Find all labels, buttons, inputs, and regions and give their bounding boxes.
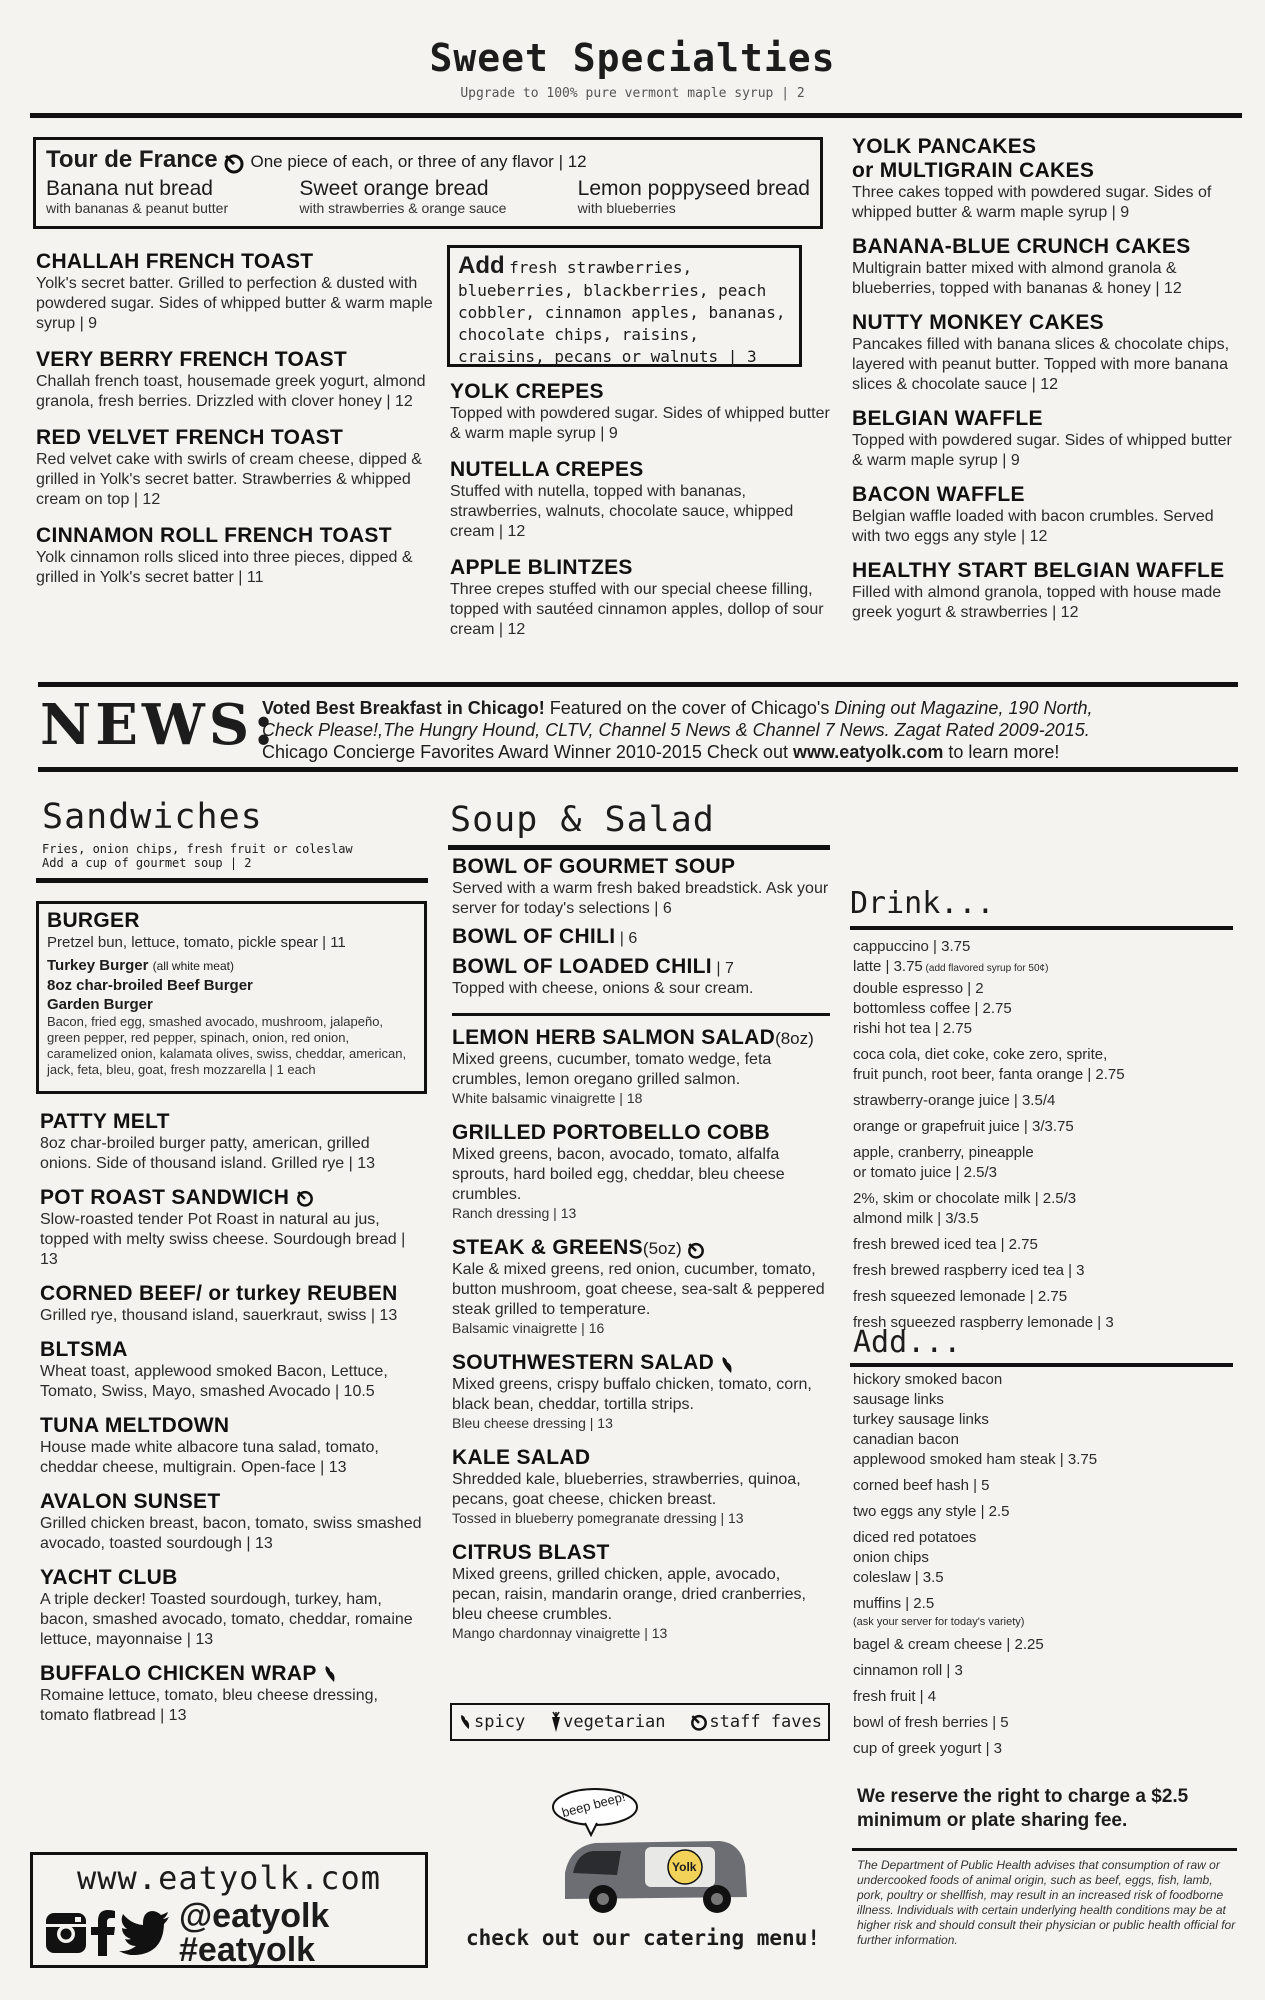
item-name: YOLK CREPES (450, 380, 604, 403)
item-name: CITRUS BLAST (452, 1541, 610, 1564)
item-desc: Stuffed with nutella, topped with bananas, strawberries, walnuts, chocolate sauce, whipped cream | 12 (450, 483, 794, 540)
chili-pepper-icon (458, 1712, 474, 1732)
news-text-3: Chicago Concierge Favorites Award Winner 2010-2015 Check out (262, 742, 793, 762)
add-item (853, 1635, 1233, 1655)
tour-de-france-box (33, 137, 823, 229)
item-dressing: Tossed in blueberry pomegranate dressing | 13 (452, 1510, 744, 1526)
add-item (853, 1687, 1233, 1707)
item-desc: Multigrain batter mixed with almond granola & blueberries, topped with bananas & honey | 12 (852, 260, 1182, 297)
tour-flavor-sub: with strawberries & orange sauce (299, 200, 507, 216)
add-fresh-box (447, 245, 802, 367)
news-text-2: Check Please!,The Hungry Hound, CLTV, Channel 5 News & Channel 7 News. Zagat Rated 2009-2015. (262, 720, 1090, 740)
item-dressing: Bleu cheese dressing | 13 (452, 1415, 613, 1431)
add-item-text: muffins | 2.5 (853, 1595, 935, 1612)
sandwiches-column (40, 1110, 425, 1738)
drink-item-text: rishi hot tea | 2.75 (853, 1020, 972, 1037)
menu-item (40, 1490, 425, 1554)
tour-flavor-name: Sweet orange bread (299, 177, 489, 200)
drink-item-text: coca cola, diet coke, coke zero, sprite, (853, 1046, 1108, 1063)
news-text (262, 697, 1237, 763)
menu-item (40, 1662, 425, 1726)
social-box (30, 1852, 428, 1968)
item-name: TUNA MELTDOWN (40, 1414, 230, 1437)
sandwiches-rule (36, 878, 428, 883)
top-rule (30, 113, 1242, 118)
legend-spicy (458, 1712, 525, 1732)
drink-rule (850, 926, 1233, 930)
add-item-text: onion chips (853, 1549, 929, 1566)
pancakes-column (852, 135, 1237, 635)
drink-item-text: or tomato juice | 2.5/3 (853, 1164, 997, 1181)
drink-item (853, 1189, 1233, 1209)
add-item (853, 1661, 1233, 1681)
drink-item (853, 1091, 1233, 1111)
item-name: PATTY MELT (40, 1110, 170, 1133)
item-name-text: BOWL OF LOADED CHILI (452, 955, 712, 978)
tour-flavor (299, 178, 506, 217)
drink-item (853, 1163, 1233, 1183)
item-name-line2: or MULTIGRAIN CAKES (852, 159, 1095, 182)
drink-item-text: fresh brewed iced tea | 2.75 (853, 1236, 1038, 1253)
item-name-text: SOUTHWESTERN SALAD (452, 1351, 715, 1374)
news-line-3 (262, 741, 1237, 763)
add-fresh-lead: Add (458, 252, 505, 279)
news-headline: Voted Best Breakfast in Chicago! (262, 698, 545, 718)
burger-name: BURGER (47, 909, 140, 932)
drink-item-text: 2%, skim or chocolate milk | 2.5/3 (853, 1190, 1077, 1207)
item-name: BANANA-BLUE CRUNCH CAKES (852, 235, 1191, 258)
drink-item-text: fresh squeezed raspberry lemonade | 3 (853, 1314, 1114, 1331)
add-item-text: hickory smoked bacon (853, 1371, 1003, 1388)
item-desc: Mixed greens, cucumber, tomato wedge, feta crumbles, lemon oregano grilled salmon. (452, 1051, 772, 1088)
add-title: Add... (853, 1325, 962, 1360)
menu-item (852, 311, 1237, 395)
legend-staff-faves (689, 1712, 822, 1732)
news-text-3b: to learn more! (943, 742, 1060, 762)
item-name (452, 955, 832, 979)
add-item (853, 1614, 1233, 1629)
burger-desc: Pretzel bun, lettuce, tomato, pickle spear | 11 (47, 934, 346, 951)
item-desc: Topped with cheese, onions & sour cream. (452, 980, 754, 997)
add-item (853, 1476, 1233, 1496)
sandwiches-title: Sandwiches (42, 797, 263, 837)
item-dressing: Balsamic vinaigrette | 16 (452, 1320, 605, 1336)
drink-item (853, 1287, 1233, 1307)
legend-vegetarian-label: vegetarian (563, 1712, 666, 1732)
menu-item (40, 1566, 425, 1650)
chili-pepper-icon (322, 1664, 340, 1684)
drink-item-text: bottomless coffee | 2.75 (853, 1000, 1012, 1017)
tour-desc: One piece of each, or three of any flavor | 12 (250, 152, 587, 171)
item-price: | 6 (615, 930, 638, 947)
add-item-text: bowl of fresh berries | 5 (853, 1714, 1009, 1731)
add-item (853, 1502, 1233, 1522)
menu-item (452, 1121, 832, 1222)
add-item-text: corned beef hash | 5 (853, 1477, 990, 1494)
carrot-icon (549, 1711, 563, 1733)
crepes-column (450, 380, 830, 654)
add-item-text: coleslaw | 3.5 (853, 1569, 944, 1586)
menu-item (36, 348, 436, 412)
item-portion: (8oz) (775, 1029, 814, 1048)
drink-item-text: almond milk | 3/3.5 (853, 1210, 979, 1227)
french-toast-column (36, 250, 436, 602)
item-dressing: White balsamic vinaigrette | 18 (452, 1090, 643, 1106)
item-desc: Pancakes filled with banana slices & chocolate chips, layered with peanut butter. Topped with more banana slices & chocolate sauce | 12 (852, 336, 1230, 393)
item-name: CINNAMON ROLL FRENCH TOAST (36, 524, 392, 547)
drink-item-text: strawberry-orange juice | 3.5/4 (853, 1092, 1056, 1109)
staff-fave-icon (689, 1712, 709, 1732)
add-item (853, 1370, 1233, 1390)
add-item (853, 1528, 1233, 1548)
item-name: NUTTY MONKEY CAKES (852, 311, 1104, 334)
item-name: KALE SALAD (452, 1446, 591, 1469)
reserve-notice: We reserve the right to charge a $2.5 minimum or plate sharing fee. (857, 1786, 1189, 1831)
item-desc: 8oz char-broiled burger patty, american, grilled onions. Side of thousand island. Grilled rye | 13 (40, 1135, 376, 1172)
soup-salad-rule (448, 845, 830, 850)
item-name (40, 1662, 425, 1686)
add-rule (850, 1363, 1233, 1367)
menu-item (852, 235, 1237, 299)
drink-item (853, 1143, 1233, 1163)
add-item (853, 1713, 1233, 1733)
item-name: BLTSMA (40, 1338, 128, 1361)
item-desc: Grilled chicken breast, bacon, tomato, swiss smashed avocado, toasted sourdough | 13 (40, 1515, 422, 1552)
add-item-text: (ask your server for today's variety) (853, 1616, 1025, 1628)
social-hashtag: #eatyolk (179, 1931, 316, 1969)
item-desc: Red velvet cake with swirls of cream cheese, dipped & grilled in Yolk's secret batter. Strawberries & whipped cream on top | 12 (36, 451, 422, 508)
add-item (853, 1739, 1233, 1759)
item-name (452, 925, 832, 949)
drink-item-text: cappuccino | 3.75 (853, 938, 971, 955)
news-line-2 (262, 719, 1237, 741)
add-item (853, 1450, 1233, 1470)
item-desc: Three crepes stuffed with our special cheese filling, topped with sautéed cinnamon apples, dollop of sour cream | 12 (450, 581, 824, 638)
drink-item (853, 1065, 1233, 1085)
menu-item (36, 250, 436, 334)
catering-truck-illustration (525, 1785, 770, 1920)
menu-item (452, 925, 832, 949)
instagram-icon[interactable] (43, 1910, 89, 1956)
item-name: NUTELLA CREPES (450, 458, 644, 481)
menu-item (452, 1026, 832, 1107)
news-bottom-rule (38, 767, 1238, 772)
item-desc: House made white albacore tuna salad, tomato, cheddar cheese, multigrain. Open-face | 13 (40, 1439, 379, 1476)
staff-fave-icon (686, 1240, 706, 1260)
drink-item-text: double espresso | 2 (853, 980, 984, 997)
menu-item (852, 407, 1237, 471)
drink-item-text: fruit punch, root beer, fanta orange | 2.75 (853, 1066, 1125, 1083)
item-desc: Mixed greens, grilled chicken, apple, avocado, pecan, raisin, mandarin orange, dried cranberries, bleu cheese crumbles. (452, 1566, 806, 1623)
drink-item-note: (add flavored syrup for 50¢) (922, 963, 1049, 974)
item-dressing: Mango chardonnay vinaigrette | 13 (452, 1625, 668, 1641)
icon-legend (450, 1703, 830, 1741)
legend-spicy-label: spicy (474, 1712, 526, 1732)
burger-option-name: Turkey Burger (47, 957, 149, 974)
burger-option-note: (all white meat) (152, 959, 234, 973)
item-name: RED VELVET FRENCH TOAST (36, 426, 344, 449)
menu-item (452, 1236, 832, 1337)
add-item (853, 1430, 1233, 1450)
item-name-text: BOWL OF CHILI (452, 925, 616, 948)
social-handle: @eatyolk (179, 1897, 330, 1935)
add-item-text: canadian bacon (853, 1431, 959, 1448)
page-subtitle: Upgrade to 100% pure vermont maple syrup | 2 (460, 86, 805, 101)
item-name (452, 1026, 832, 1050)
menu-item (852, 135, 1237, 223)
item-desc: Challah french toast, housemade greek yogurt, almond granola, fresh berries. Drizzled with clover honey | 12 (36, 373, 426, 410)
page-title: Sweet Specialties (429, 36, 836, 80)
add-item (853, 1548, 1233, 1568)
item-desc: Kale & mixed greens, red onion, cucumber, tomato, button mushroom, goat cheese, sea-salt & peppered steak grilled to temperature. (452, 1261, 825, 1318)
item-name-text: LEMON HERB SALMON SALAD (452, 1026, 776, 1049)
item-desc: Topped with powdered sugar. Sides of whipped butter & warm maple syrup | 9 (852, 432, 1232, 469)
item-name: GRILLED PORTOBELLO COBB (452, 1121, 771, 1144)
staff-fave-icon (295, 1188, 315, 1208)
item-name (452, 1351, 832, 1375)
item-name: AVALON SUNSET (40, 1490, 221, 1513)
website-url[interactable]: www.eatyolk.com (77, 1859, 381, 1897)
facebook-icon[interactable] (89, 1908, 119, 1958)
menu-item (40, 1414, 425, 1478)
menu-item (40, 1186, 425, 1270)
item-name: VERY BERRY FRENCH TOAST (36, 348, 348, 371)
legend-vegetarian (549, 1711, 665, 1733)
staff-fave-icon (222, 152, 246, 174)
tour-flavor (578, 178, 810, 217)
item-name (40, 1186, 425, 1210)
item-name: YACHT CLUB (40, 1566, 178, 1589)
drink-item-text: fresh squeezed lemonade | 2.75 (853, 1288, 1068, 1305)
tour-flavor-sub: with blueberries (577, 200, 676, 216)
add-item (853, 1594, 1233, 1614)
menu-item (40, 1110, 425, 1174)
add-item-text: applewood smoked ham steak | 3.75 (853, 1451, 1098, 1468)
item-desc: Mixed greens, crispy buffalo chicken, tomato, corn, black bean, cheddar, tortilla strips. (452, 1376, 812, 1413)
item-dressing: Ranch dressing | 13 (452, 1205, 577, 1221)
news-line-1 (262, 697, 1237, 719)
item-name: BOWL OF GOURMET SOUP (452, 855, 736, 878)
add-item-text: sausage links (853, 1391, 944, 1408)
news-top-rule (38, 682, 1238, 687)
add-item-text: cinnamon roll | 3 (853, 1662, 963, 1679)
tour-title: Tour de France (46, 146, 218, 173)
health-advisory: The Department of Public Health advises that consumption of raw or undercooked foods of animal origin, such as beef, eggs, fish, lamb, pork, poultry or shellfish, may result in an increased risk of foodborne illness. Individuals with certain underlying health conditions may be at higher risk and should consult their physician or public health official for further information. (857, 1858, 1236, 1947)
news-text-1: Featured on the cover of Chicago's (544, 698, 835, 718)
burger-option: 8oz char-broiled Beef Burger (47, 977, 253, 994)
drink-item (853, 957, 1233, 979)
news-label: NEWS: (40, 692, 278, 758)
menu-item (36, 524, 436, 588)
item-desc: Romaine lettuce, tomato, bleu cheese dressing, tomato flatbread | 13 (40, 1687, 378, 1724)
drink-item (853, 999, 1233, 1019)
item-desc: Belgian waffle loaded with bacon crumbles. Served with two eggs any style | 12 (852, 508, 1214, 545)
drink-title: Drink... (850, 886, 995, 921)
menu-item (40, 1282, 425, 1326)
add-item-text: cup of greek yogurt | 3 (853, 1740, 1002, 1757)
add-item-text: two eggs any style | 2.5 (853, 1503, 1010, 1520)
item-name: CHALLAH FRENCH TOAST (36, 250, 314, 273)
item-desc: A triple decker! Toasted sourdough, turkey, ham, bacon, smashed avocado, tomato, cheddar, romaine lettuce, mayonnaise | 13 (40, 1591, 413, 1648)
menu-item (452, 1446, 832, 1527)
drink-item-text: latte | 3.75 (853, 958, 923, 975)
add-item-text: fresh fruit | 4 (853, 1688, 937, 1705)
menu-item (852, 483, 1237, 547)
chili-pepper-icon (719, 1355, 737, 1375)
menu-item (852, 559, 1237, 623)
drink-item (853, 1117, 1233, 1137)
tour-flavor-sub: with bananas & peanut butter (46, 200, 229, 216)
menu-item (450, 556, 830, 640)
catering-link[interactable]: check out our catering menu! (465, 1926, 820, 1950)
tour-flavor-name: Lemon poppyseed bread (577, 177, 810, 200)
drink-list (853, 937, 1233, 1333)
burger-option: Garden Burger (47, 996, 153, 1013)
item-desc: Slow-roasted tender Pot Roast in natural au jus, topped with melty swiss cheese. Sourdough bread | 13 (40, 1211, 406, 1268)
drink-item (853, 937, 1233, 957)
news-link[interactable]: www.eatyolk.com (792, 742, 944, 762)
item-name (452, 1236, 832, 1260)
soup-divider (452, 1013, 830, 1016)
add-item (853, 1568, 1233, 1588)
item-desc: Three cakes topped with powdered sugar. Sides of whipped butter & warm maple syrup | 9 (852, 184, 1212, 221)
burger-option (47, 956, 416, 976)
tour-flavor-name: Banana nut bread (46, 177, 213, 200)
item-name: BACON WAFFLE (852, 483, 1025, 506)
soup-salad-column (452, 855, 832, 1656)
drink-item-text: apple, cranberry, pineapple (853, 1144, 1034, 1161)
add-list (853, 1370, 1233, 1759)
sandwiches-sub-1: Fries, onion chips, fresh fruit or coleslaw (42, 842, 353, 856)
item-name-text: BUFFALO CHICKEN WRAP (40, 1662, 317, 1685)
legend-staff-faves-label: staff faves (709, 1712, 822, 1732)
burger-box (36, 901, 427, 1094)
menu-item (452, 1541, 832, 1642)
item-desc: Wheat toast, applewood smoked Bacon, Lettuce, Tomato, Swiss, Mayo, smashed Avocado | 10.5 (40, 1363, 388, 1400)
drink-item (853, 1235, 1233, 1255)
drink-item (853, 979, 1233, 999)
add-item (853, 1410, 1233, 1430)
truck-bubble-text: beep beep! (560, 1788, 627, 1821)
item-name: APPLE BLINTZES (450, 556, 633, 579)
twitter-icon[interactable] (119, 1911, 171, 1955)
drink-item (853, 1019, 1233, 1039)
item-name: HEALTHY START BELGIAN WAFFLE (852, 559, 1225, 582)
item-desc: Shredded kale, blueberries, strawberries, quinoa, pecans, goat cheese, chicken breast. (452, 1471, 801, 1508)
item-name: YOLK PANCAKES (852, 135, 1037, 158)
item-desc: Yolk cinnamon rolls sliced into three pieces, dipped & grilled in Yolk's secret batter | 11 (36, 549, 413, 586)
menu-item (452, 855, 832, 919)
add-item-text: diced red potatoes (853, 1529, 977, 1546)
truck-logo-text: Yolk (672, 1860, 697, 1874)
item-desc: Mixed greens, bacon, avocado, tomato, alfalfa sprouts, hard boiled egg, cheddar, bleu cheese crumbles. (452, 1146, 785, 1203)
add-item-text: bagel & cream cheese | 2.25 (853, 1636, 1044, 1653)
soup-salad-title: Soup & Salad (450, 800, 715, 840)
item-price: | 7 (711, 960, 734, 977)
add-item (853, 1390, 1233, 1410)
item-desc: Served with a warm fresh baked breadstick. Ask your server for today's selections | 6 (452, 880, 829, 917)
menu-item (452, 955, 832, 999)
drink-item-text: orange or grapefruit juice | 3/3.75 (853, 1118, 1074, 1135)
item-desc: Filled with almond granola, topped with house made greek yogurt & strawberries | 12 (852, 584, 1222, 621)
tour-flavor (46, 178, 228, 217)
item-desc: Topped with powdered sugar. Sides of whipped butter & warm maple syrup | 9 (450, 405, 830, 442)
menu-item (40, 1338, 425, 1402)
menu-item (450, 458, 830, 542)
burger-toppings: Bacon, fried egg, smashed avocado, mushroom, jalapeño, green pepper, red pepper, spinach, onion, red onion, caramelized onion, kalamata olives, swiss, cheddar, american, jack, feta, bleu, goat, fresh mozzarella | 1 each (47, 1014, 407, 1077)
add-item-text: turkey sausage links (853, 1411, 989, 1428)
drink-item-text: fresh brewed raspberry iced tea | 3 (853, 1262, 1085, 1279)
sandwiches-sub-2: Add a cup of gourmet soup | 2 (42, 856, 252, 870)
menu-item (452, 1351, 832, 1432)
add-fresh-text: fresh strawberries, blueberries, blackberries, peach cobbler, cinnamon apples, bananas, chocolate chips, raisins, craisins, pecans or walnuts | 3 (458, 258, 786, 366)
drink-item (853, 1045, 1233, 1065)
menu-item (450, 380, 830, 444)
drink-item (853, 1261, 1233, 1281)
item-name: BELGIAN WAFFLE (852, 407, 1043, 430)
item-desc: Yolk's secret batter. Grilled to perfection & dusted with powdered sugar. Sides of whipped butter & warm maple syrup | 9 (36, 275, 433, 332)
item-name-text: STEAK & GREENS (452, 1236, 643, 1259)
item-desc: Grilled rye, thousand island, sauerkraut, swiss | 13 (40, 1307, 398, 1324)
health-rule (852, 1848, 1237, 1851)
menu-item (36, 426, 436, 510)
drink-item (853, 1209, 1233, 1229)
item-name: CORNED BEEF/ or turkey REUBEN (40, 1282, 398, 1305)
item-name-text: POT ROAST SANDWICH (40, 1186, 290, 1209)
item-portion: (5oz) (642, 1239, 682, 1258)
news-text-1-italic: Dining out Magazine, 190 North, (834, 698, 1093, 718)
